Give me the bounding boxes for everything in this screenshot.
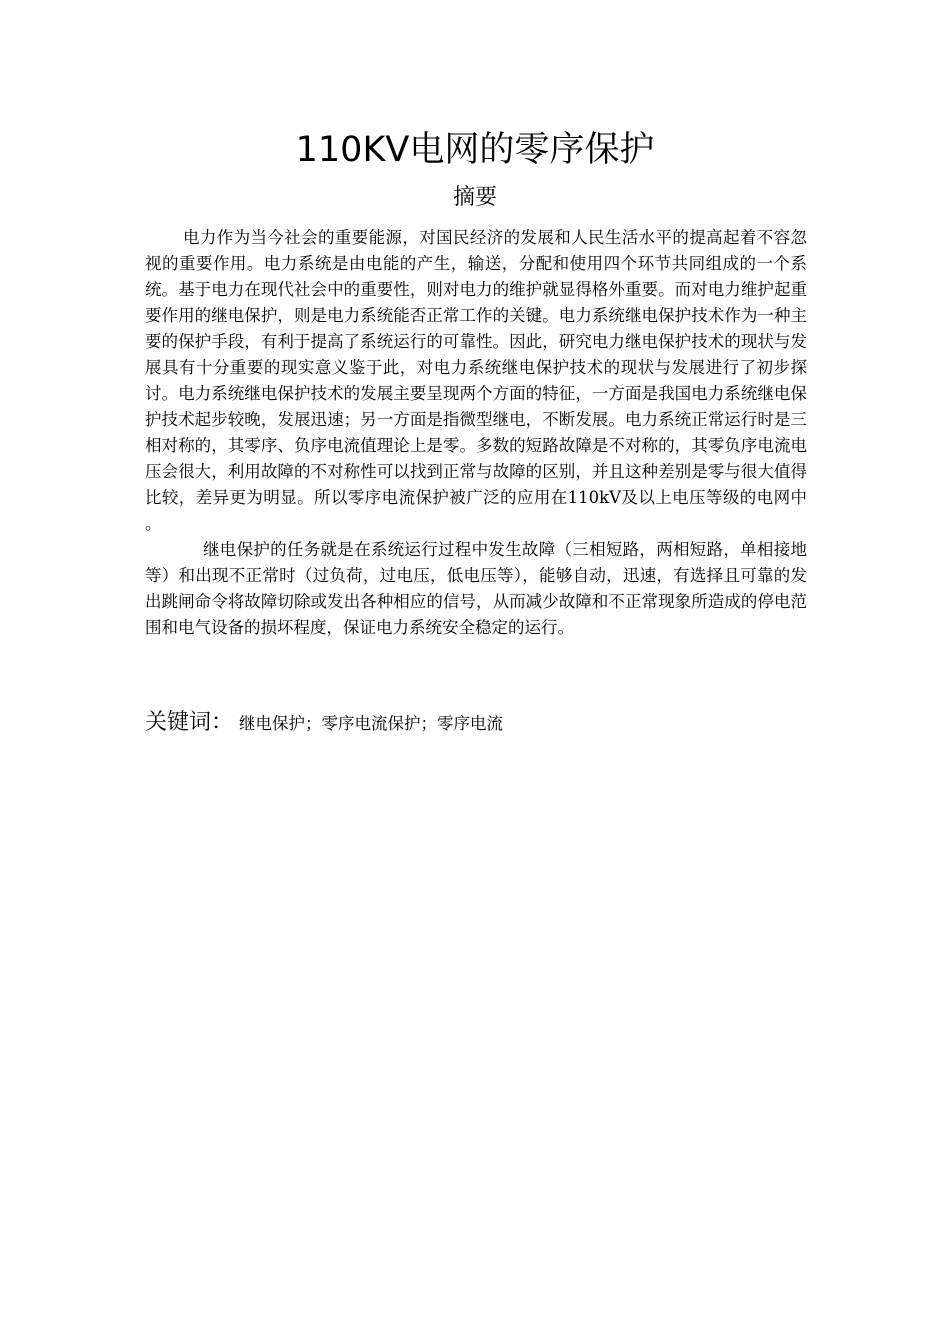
- abstract-heading: 摘要: [452, 185, 497, 210]
- abstract-body: [145, 225, 807, 641]
- document-title: 110KV电网的零序保护: [295, 130, 655, 170]
- keywords-label: 关键词：: [145, 710, 234, 735]
- keywords-value: 继电保护；零序电流保护；零序电流: [239, 714, 504, 733]
- abstract-paragraph-2: 继电保护的任务就是在系统运行过程中发生故障（三相短路，两相短路，单相接地等）和出现不正常时（过负荷，过电压，低电压等），能够自动，迅速，有选择且可靠的发出跳闸命令将故障切除或发出各种相应的信号，从而减少故障和不正常现象所造成的停电范围和电气设备的损坏程度，保证电力系统安全稳定的运行。: [145, 540, 807, 637]
- keywords-line: [145, 707, 807, 740]
- abstract-paragraph-1: 电力作为当今社会的重要能源，对国民经济的发展和人民生活水平的提高起着不容忽视的重要作用。电力系统是由电能的产生，输送，分配和使用四个环节共同组成的一个系统。基于电力在现代社会中的重要性，则对电力的维护就显得格外重要。而对电力维护起重要作用的继电保护，则是电力系统能否正常工作的关键。电力系统继电保护技术作为一种主要的保护手段，有利于提高了系统运行的可靠性。因此，研究电力继电保护技术的现状与发展具有十分重要的现实意义鉴于此，对电力系统继电保护技术的现状与发展进行了初步探讨。电力系统继电保护技术的发展主要呈现两个方面的特征，一方面是我国电力系统继电保护技术起步较晚，发展迅速；另一方面是指微型继电，不断发展。电力系统正常运行时是三相对称的，其零序、负序电流值理论上是零。多数的短路故障是不对称的，其零负序电流电压会很大，利用故障的不对称性可以找到正常与故障的区别，并且这种差别是零与很大值得比较，差异更为明显。所以零序电流保护被广泛的应用在110kV及以上电压等级的电网中 。: [145, 228, 807, 533]
